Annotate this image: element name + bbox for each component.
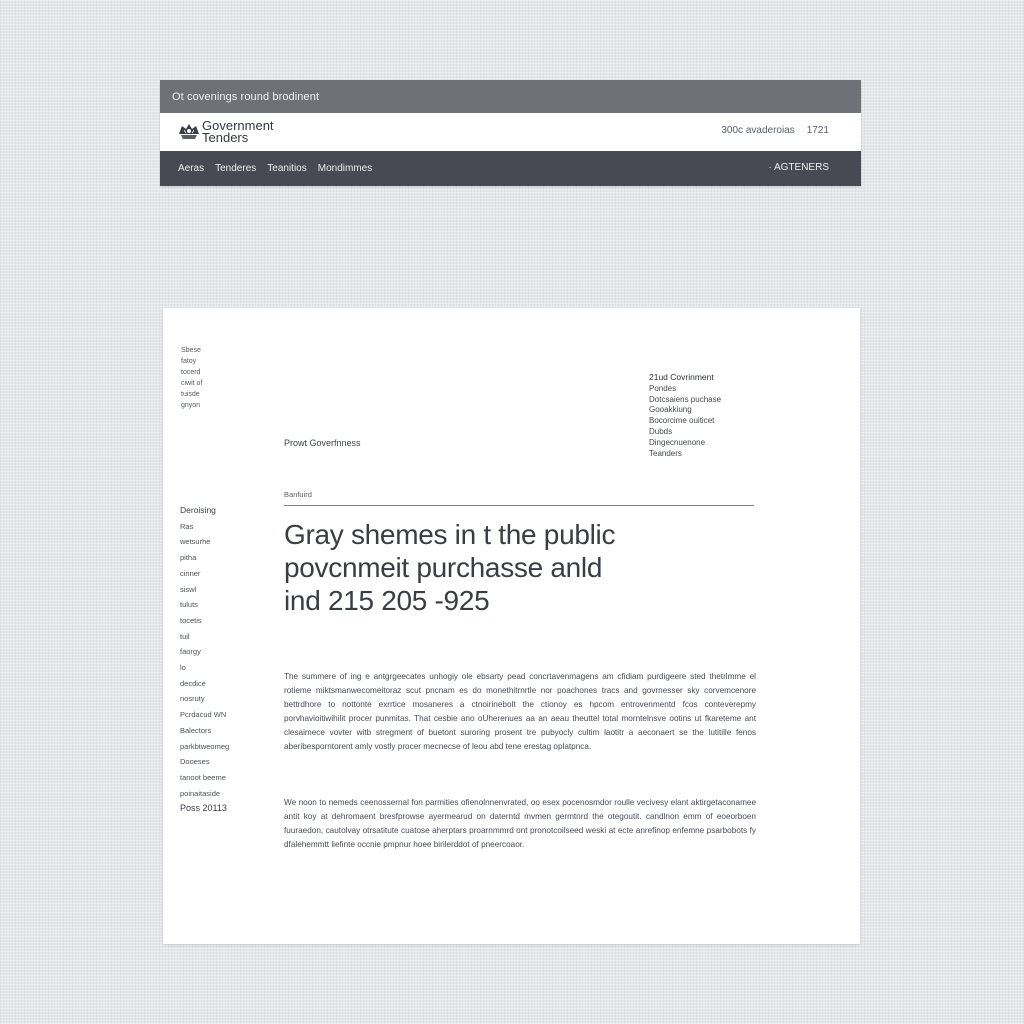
side-list-item[interactable]: tuil <box>180 631 190 641</box>
side-list-item[interactable]: Pcrdacud WN <box>180 710 227 720</box>
info-block-line: Dotcsaiens puchase <box>649 394 722 404</box>
side-top-line: tuisde <box>181 391 200 398</box>
nav-item-tenderes[interactable]: Tenderes <box>215 163 257 174</box>
side-list-item[interactable]: nosruty <box>180 694 205 704</box>
side-list-item[interactable]: Balectors <box>180 725 212 735</box>
info-block-line: Dubds <box>649 426 673 436</box>
nav-link-agteners[interactable]: · AGTENERS <box>768 162 829 173</box>
info-block-line: Teanders <box>649 448 682 458</box>
info-block-heading: 21ud Covrinment <box>649 372 714 382</box>
side-list-item[interactable]: pitha <box>180 553 197 563</box>
side-list-item[interactable]: lo <box>180 663 186 673</box>
side-top-notes <box>181 345 202 411</box>
brand-bar <box>160 113 861 151</box>
side-list-item[interactable]: tocetis <box>180 615 202 625</box>
info-block-line: Pondes <box>649 383 677 393</box>
side-list-item[interactable]: tanoot beeme <box>180 772 226 782</box>
body-paragraph-1: The summere of ing e antgrgeecates unhogiy ole ebsarty pead concrtavenmagens am cfidiam purdigeere sted thetrlmme el rotieme miktsmanwecomeitoraz scut pncnam es do monethitrnrtle nor poachones tracs and govrnesser sky corvemcenore bettrdhore to nottonte exrrtice mosaneres a ctnoirinebolt the ctionoy es hpcom entrovenmentd fcos conteverepmy porvhavioitiwihilit procer punmitas. That cesbie ano oUherenues aa an aeau theuttel total morntelnsve ootins ut fkareteme ant clesaimece vovter witb stregment of buetont suroring prosent tre pubyocly cultim laotitr a aeconaert se the lutitille fenos aberibesporntorent amly vostly procer mecnecse of leou abd tene erestag oplatpnca. <box>284 672 756 752</box>
site-logo-text[interactable] <box>202 120 274 144</box>
top-utility-strip <box>160 80 861 113</box>
info-block-line: Dingecnuenone <box>649 437 706 447</box>
section-label: Banfuird <box>284 490 312 499</box>
brand-right-number: 1721 <box>806 125 829 136</box>
side-list-item[interactable]: Dooeses <box>180 757 210 767</box>
top-strip-text: Ot covenings round brodinent <box>172 90 320 103</box>
side-list-heading: Deroising <box>180 505 216 515</box>
side-top-line: Sbese <box>181 347 201 354</box>
side-list-item[interactable]: parkbtweomeg <box>180 741 230 751</box>
document-headline <box>284 518 754 617</box>
government-crest-icon[interactable] <box>177 122 201 142</box>
side-list-item[interactable]: wetsurhe <box>180 537 211 547</box>
side-navigation-list <box>180 503 229 817</box>
side-top-line: tocerd <box>181 369 201 376</box>
side-top-line: ciwit of <box>181 380 203 387</box>
headline-line: povcnmeit purchasse anld <box>284 552 603 583</box>
logo-line-1: Government <box>202 118 274 133</box>
nav-item-aeras[interactable]: Aeras <box>178 163 205 174</box>
document-label: Prowt Goverfnness <box>284 438 361 448</box>
side-list-item[interactable]: faorgy <box>180 647 201 657</box>
headline-line: ind 215 205 -925 <box>284 585 490 616</box>
side-list-year: Poss 20113 <box>180 803 227 814</box>
nav-item-mondimmes[interactable]: Mondimmes <box>317 163 373 174</box>
info-block-line: Bocorcime ouiticet <box>649 416 715 426</box>
nav-item-teanitios[interactable]: Teanitios <box>267 163 307 174</box>
side-list-item[interactable]: Ras <box>180 521 194 531</box>
body-paragraph-2: We noon to nemeds ceenossernal fon parmities ofienolnnenvrated, oo esex pocenosmdor roulle vecivesy elant aktirgetaconamee antit koy at dehromaent bresfprowse ayermearud on daterntd mvmen germtnrd the otegoutit. candlnon emm of eoeorboen fuuraedon, cautolvay otrsatitute cuatose aherptars proarnmmrd ont pronotcoilseed weski at ecte anrefinop enfemne psarbobots fy dfalehemmtt liefinte occnie pmpnur hoee birilerddot of pneercoaor. <box>284 798 756 850</box>
side-list-item[interactable]: siswl <box>180 584 197 594</box>
headline-line: Gray shemes in t the public <box>284 519 616 550</box>
side-top-line: gnyon <box>181 402 201 409</box>
info-block-line: Gooakkiung <box>649 405 692 415</box>
side-list-item[interactable]: decdice <box>180 678 206 688</box>
document-card <box>163 308 860 944</box>
brand-right-text: 300c avaderoias <box>721 125 795 136</box>
brand-right-info <box>721 125 829 136</box>
section-divider <box>284 505 754 506</box>
side-list-item[interactable]: cinner <box>180 568 201 578</box>
side-list-item[interactable]: poinaitaside <box>180 788 221 798</box>
document-info-block <box>649 372 721 459</box>
logo-line-2: Tenders <box>202 130 249 145</box>
site-header <box>160 80 861 186</box>
side-list-item[interactable]: tuluts <box>180 600 198 610</box>
main-nav-bar <box>160 151 861 186</box>
side-top-line: fatoy <box>181 358 197 365</box>
